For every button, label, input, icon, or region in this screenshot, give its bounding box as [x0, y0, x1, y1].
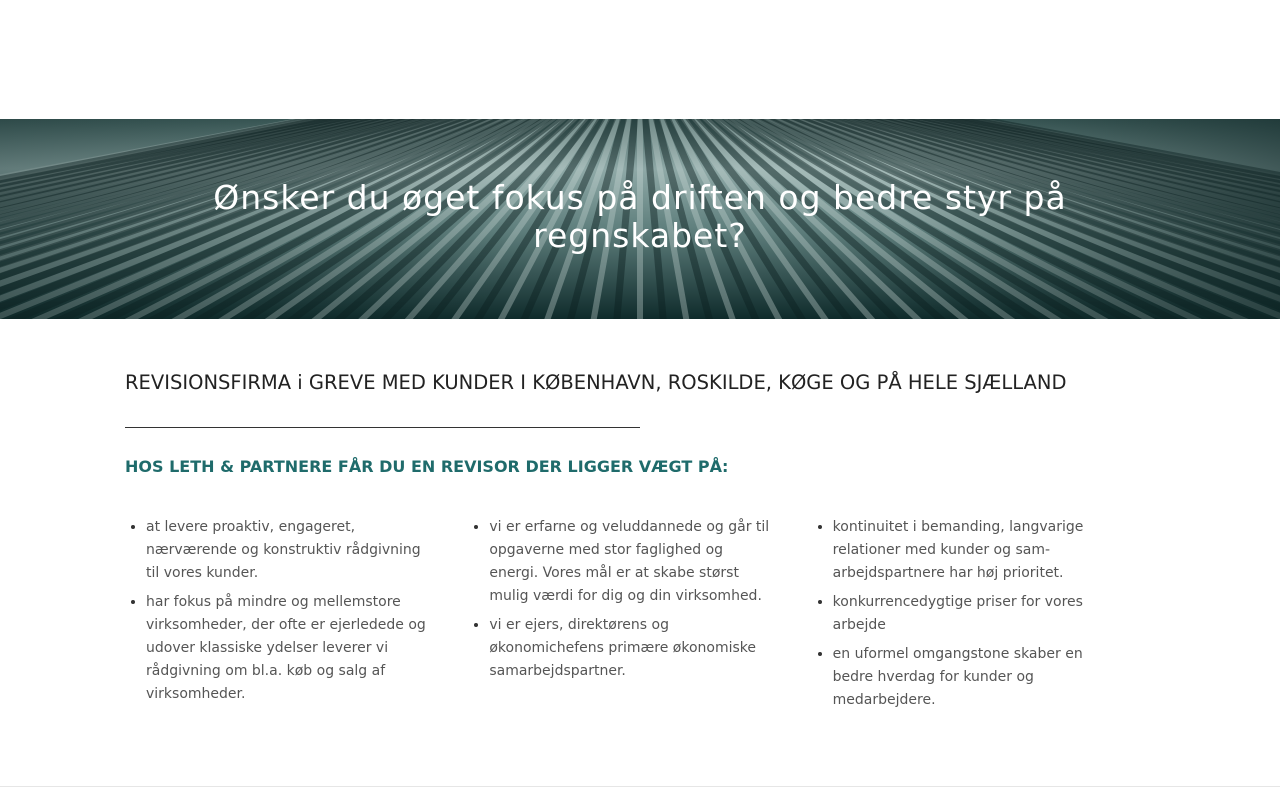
- heading-divider: [125, 427, 640, 428]
- hero-banner: [0, 119, 1280, 319]
- value-list-3: [812, 516, 1118, 712]
- list-item: • en uformel omgangstone skaber en bedre hverdag for kunder og medarbejdere.: [833, 643, 1118, 712]
- list-item: • vi er ejers, direktørens og økonomichefens primære økonomiske samarbejdspartner.: [489, 614, 774, 683]
- list-item: • vi er erfarne og veluddannede og går til opgaverne med stor faglighed og energi. Vores mål er at skabe størst mulig værdi for dig og din virksomhed.: [489, 516, 774, 608]
- list-item: • konkurrencedygtige priser for vores arbejde: [833, 591, 1118, 637]
- page-heading: REVISIONSFIRMA i GREVE MED KUNDER I KØBENHAVN, ROSKILDE, KØGE OG PÅ HELE SJÆLLAND: [125, 371, 1067, 394]
- footer-divider: [0, 786, 1280, 787]
- hero-title: Ønsker du øget fokus på driften og bedre styr på regnskabet?: [213, 178, 1067, 255]
- value-list-2: [468, 516, 774, 683]
- main-content: [0, 319, 1280, 718]
- value-list-1: [125, 516, 431, 706]
- list-item: • har fokus på mindre og mellemstore virksomheder, der ofte er ejerledede og udover klassiske ydelser leverer vi rådgivning om bl.a. køb og salg af virksomheder.: [146, 591, 431, 706]
- list-item: • at levere proaktiv, engageret, nærværende og konstruktiv rådgivning til vores kunder.: [146, 516, 431, 585]
- site-header: [0, 0, 1280, 119]
- section-subheading: HOS LETH & PARTNERE FÅR DU EN REVISOR DER LIGGER VÆGT PÅ:: [125, 457, 729, 476]
- list-item: • kontinuitet i bemanding, langvarige relationer med kunder og sam-arbejdspartnere har høj prioritet.: [833, 516, 1118, 585]
- value-column-1: [125, 516, 468, 718]
- value-column-2: [468, 516, 811, 718]
- value-column-3: [812, 516, 1155, 718]
- value-columns: [125, 516, 1155, 718]
